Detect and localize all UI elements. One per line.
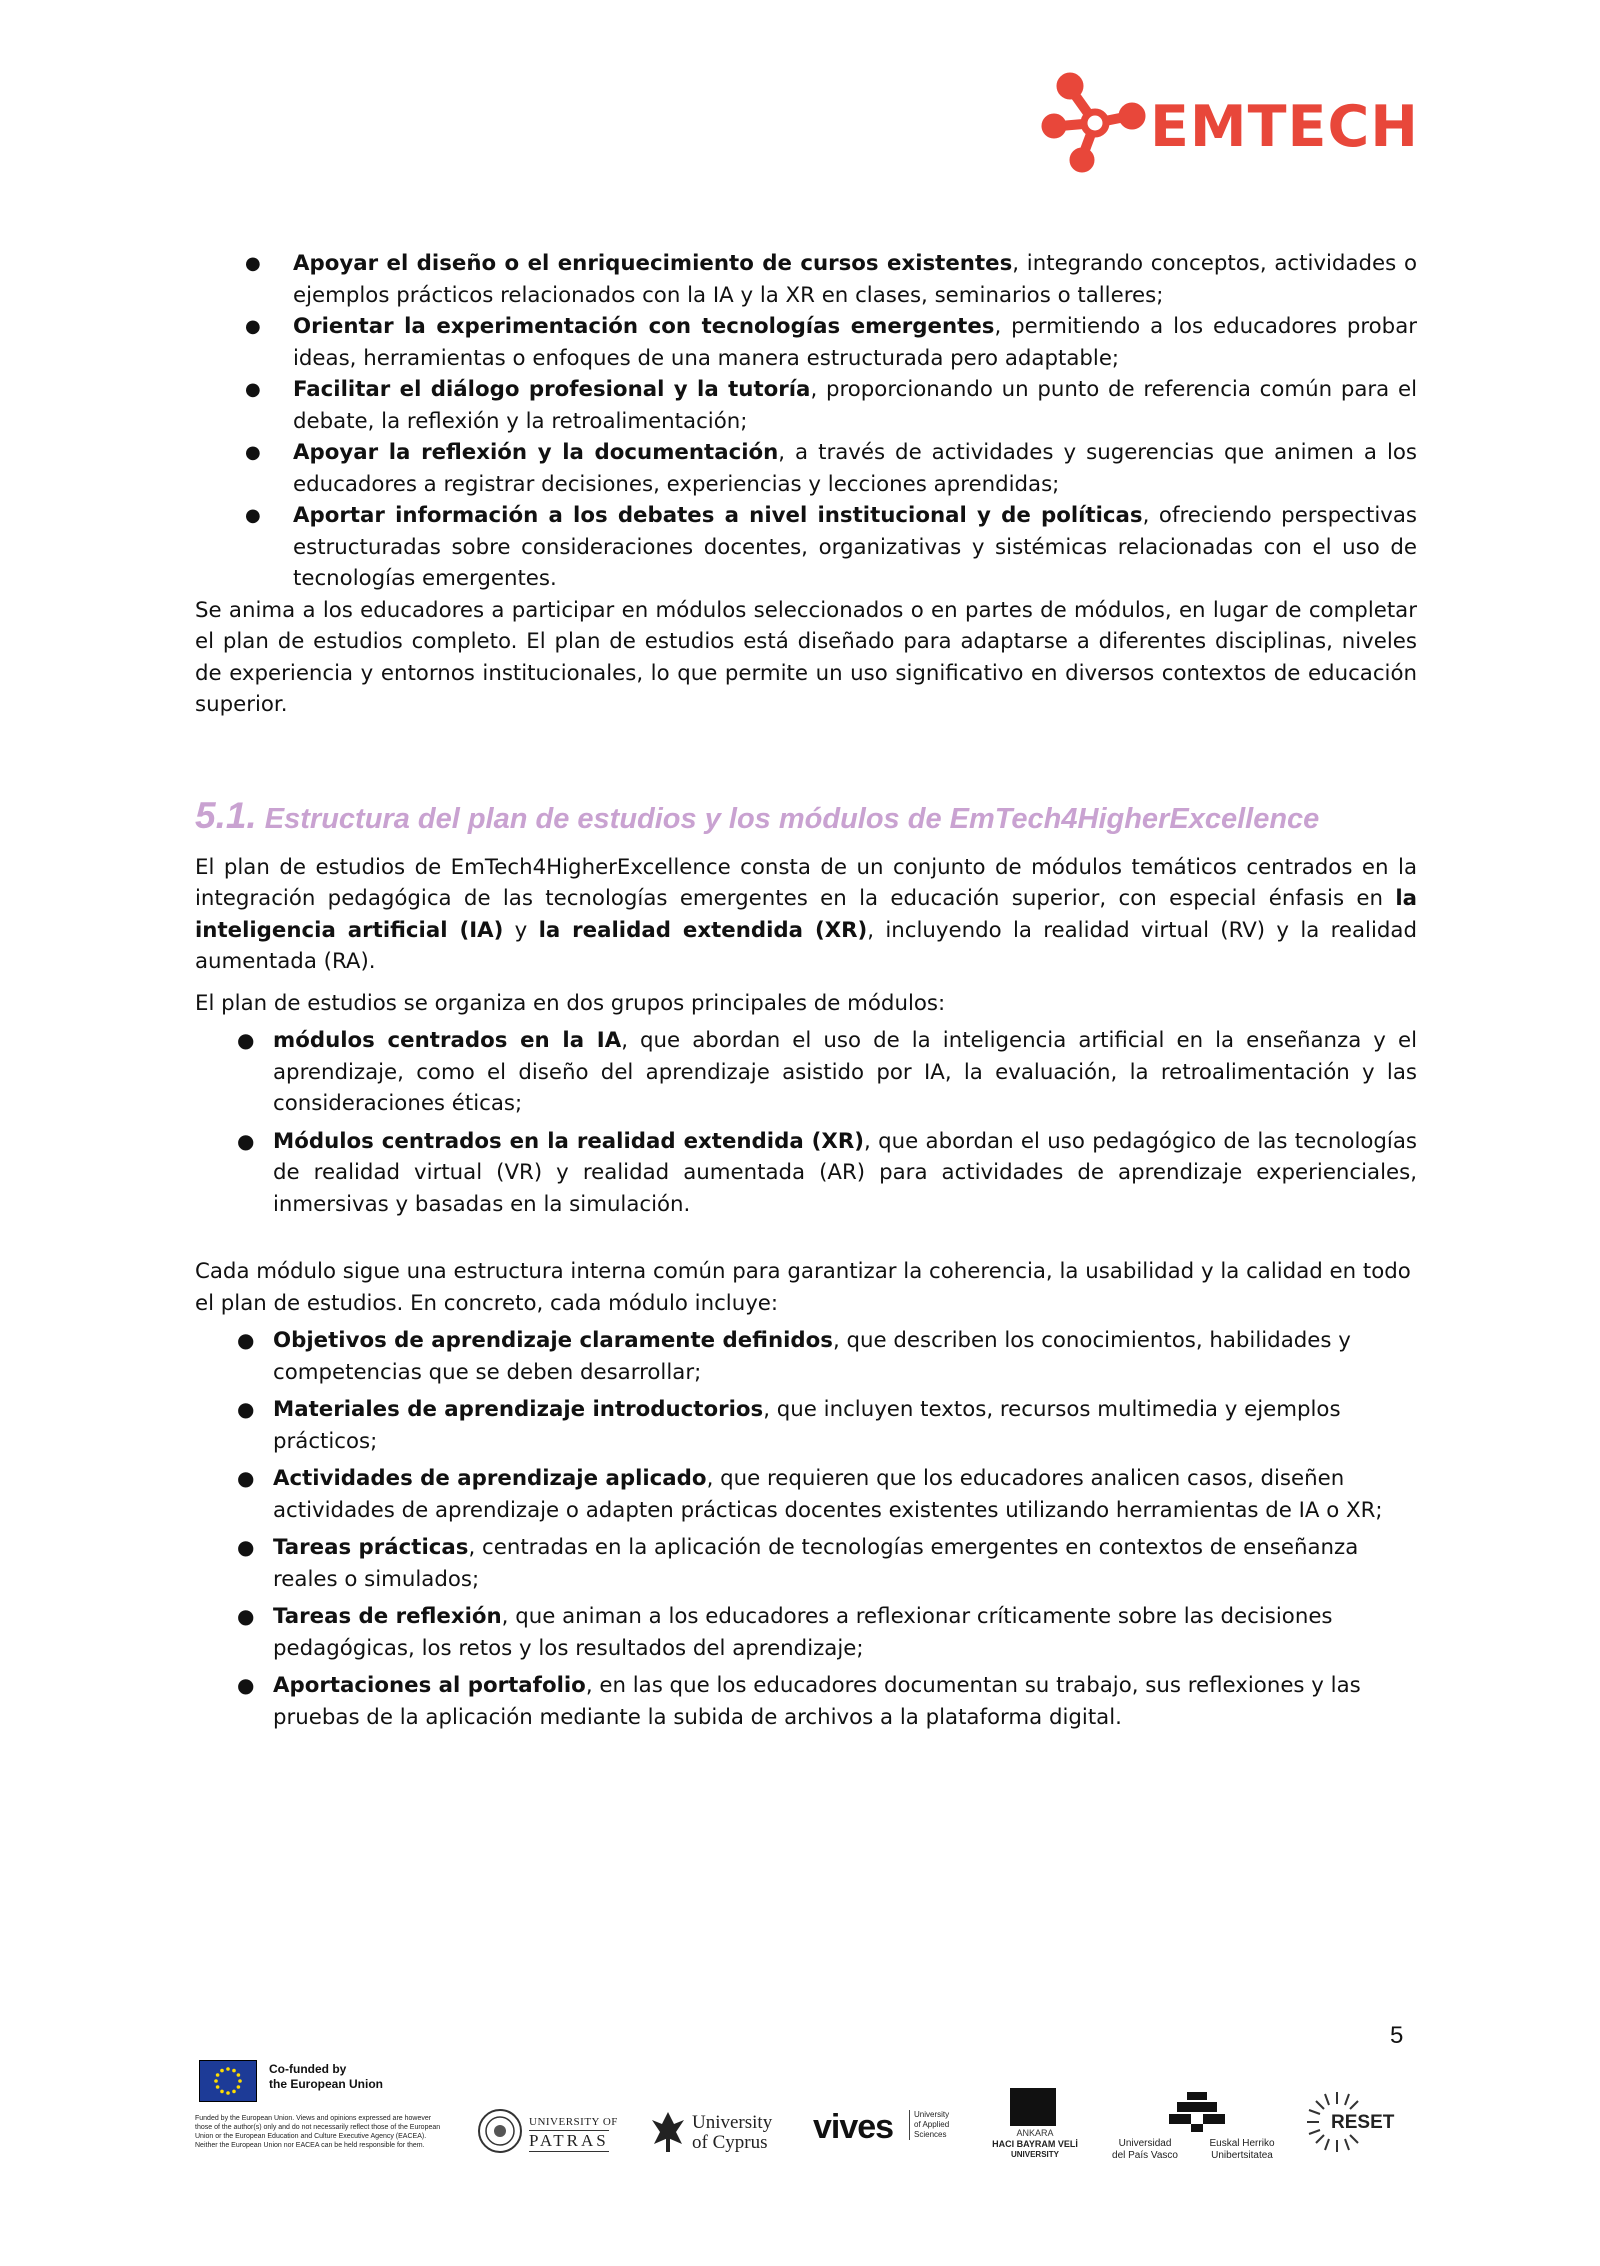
list-item	[195, 311, 1417, 374]
list-item-bold: Aportar información a los debates a nivel institucional y de políticas	[293, 503, 1143, 528]
vives-sub-1: University	[914, 2110, 950, 2119]
list-item	[195, 248, 1417, 311]
list-item-text: , que abordan el uso pedagógico de las tecnologías de realidad virtual (VR) y realidad aumentada (AR) para actividades de aprendizaje experienciales, inmersivas y basadas en la simulación.	[273, 1128, 1417, 1217]
bullet-icon: ●	[237, 1673, 255, 1697]
list-item-text: , proporcionando un punto de referencia común para el debate, la reflexión y la retroalimentación;	[293, 377, 1417, 434]
bullet-icon: ●	[245, 379, 261, 400]
cyprus-line-1: University	[692, 2112, 773, 2133]
bullet-icon: ●	[237, 1128, 255, 1153]
list-item-bold: Apoyar la reflexión y la documentación	[293, 440, 779, 465]
list-item-bold: Módulos centrados en la realidad extendida (XR)	[273, 1128, 864, 1154]
bullet-icon: ●	[245, 505, 261, 526]
partner-logo-cyprus	[650, 2110, 790, 2160]
list-item-text: , en las que los educadores documentan su trabajo, sus reflexiones y las pruebas de la aplicación mediante la subida de archivos a la plataforma digital.	[273, 1673, 1361, 1730]
list-item-bold: módulos centrados en la IA	[273, 1028, 622, 1053]
section-number: 5.1.	[195, 794, 257, 836]
intro-bullet-list	[195, 248, 1417, 595]
paragraph-groups-intro: El plan de estudios se organiza en dos grupos principales de módulos:	[195, 990, 946, 1016]
upv-line-4: Unibertsitatea	[1211, 2150, 1273, 2161]
list-item	[195, 1670, 1417, 1733]
vives-wordmark: vives	[813, 2108, 894, 2146]
vives-subtitle	[909, 2110, 949, 2140]
list-item-bold: Tareas de reflexión	[273, 1604, 502, 1629]
list-item-text: , permitiendo a los educadores probar ideas, herramientas o enfoques de una manera estructurada pero adaptable;	[293, 314, 1417, 371]
bold-run: la realidad extendida (XR)	[538, 917, 868, 943]
bullet-icon: ●	[245, 316, 261, 337]
patras-line-1: UNIVERSITY OF	[529, 2116, 618, 2128]
list-item-bold: Facilitar el diálogo profesional y la tutoría	[293, 377, 811, 402]
vives-sub-2: of Applied	[914, 2120, 950, 2129]
eu-flag-icon	[199, 2060, 257, 2102]
page-number: 5	[1390, 2022, 1404, 2049]
list-item	[195, 1463, 1417, 1526]
list-item-text: , que requieren que los educadores analicen casos, diseñen actividades de aprendizaje o adapten prácticas docentes existentes utilizando herramientas de IA o XR;	[273, 1466, 1383, 1523]
eu-stars-icon	[200, 2061, 256, 2101]
bullet-icon: ●	[237, 1028, 255, 1052]
brand-name: EMTECH	[1150, 94, 1420, 160]
text-run: El plan de estudios de EmTech4HigherExcellence consta de un conjunto de módulos temáticos centrados en la integración pedagógica de las tecnologías emergentes en la educación superior, con especial énfasis en	[195, 854, 1417, 911]
eu-cofunded-label	[269, 2062, 383, 2092]
footer	[195, 2060, 1425, 2180]
list-item	[195, 1126, 1417, 1221]
list-item-text: , que animan a los educadores a reflexionar críticamente sobre las decisiones pedagógicas, los retos y los resultados del aprendizaje;	[273, 1604, 1333, 1661]
cyprus-line-2: of Cyprus	[692, 2132, 768, 2153]
molecule-icon	[1040, 68, 1150, 178]
list-item	[195, 374, 1417, 437]
text-run: , incluyendo la realidad virtual (RV) y la realidad aumentada (RA).	[195, 917, 1417, 974]
partner-logo-patras	[477, 2108, 627, 2158]
upv-eu-label	[1199, 2138, 1285, 2162]
list-item	[195, 1601, 1417, 1664]
list-item	[195, 1394, 1417, 1457]
list-item-text: , integrando conceptos, actividades o ejemplos prácticos relacionados con la IA y la XR en clases, seminarios o talleres;	[293, 251, 1418, 308]
bullet-icon: ●	[237, 1397, 255, 1421]
list-item-bold: Actividades de aprendizaje aplicado	[273, 1466, 707, 1491]
section-heading	[195, 794, 1417, 838]
patras-seal-icon	[477, 2108, 523, 2154]
eu-line-1: Co-funded by	[269, 2062, 347, 2076]
patras-line-2: PATRAS	[529, 2131, 609, 2150]
module-components-list	[195, 1325, 1417, 1733]
cyprus-emblem-icon	[650, 2110, 686, 2154]
ankara-line-2: HACI BAYRAM VELİ	[992, 2139, 1078, 2149]
intro-paragraph: Se anima a los educadores a participar en módulos seleccionados o en partes de módulos, en lugar de completar el plan de estudios completo. El plan de estudios está diseñado para adaptarse a diferentes disciplinas, niveles de experiencia y entornos institucionales, lo que permite un uso significativo en diversos contextos de educación superior.	[195, 597, 1417, 717]
list-item-text: , que describen los conocimientos, habilidades y competencias que se deben desarrollar;	[273, 1328, 1351, 1385]
reset-wordmark: RESET	[1331, 2112, 1395, 2133]
list-item-text: , que incluyen textos, recursos multimedia y ejemplos prácticos;	[273, 1397, 1341, 1454]
list-item-text: , ofreciendo perspectivas estructuradas sobre consideraciones docentes, organizativas y sistémicas relacionadas con el uso de tecnologías emergentes.	[293, 503, 1417, 591]
upv-es-label	[1105, 2138, 1185, 2162]
text-run: y	[503, 917, 539, 943]
paragraph-curriculum	[195, 852, 1417, 978]
list-item	[195, 1325, 1417, 1388]
partner-logo-ankara	[980, 2088, 1090, 2168]
list-item	[195, 437, 1417, 500]
bullet-icon: ●	[237, 1535, 255, 1559]
emtech-logo	[1040, 68, 1420, 178]
list-item-text: , a través de actividades y sugerencias que animen a los educadores a registrar decisiones, experiencias y lecciones aprendidas;	[293, 440, 1417, 497]
module-groups-list	[195, 1025, 1417, 1220]
list-item-text: , centradas en la aplicación de tecnologías emergentes en contextos de enseñanza reales o simulados;	[273, 1535, 1359, 1592]
list-item	[195, 500, 1417, 595]
section-title: Estructura del plan de estudios y los módulos de EmTech4HigherExcellence	[264, 802, 1320, 835]
bullet-icon: ●	[245, 442, 261, 463]
document-body	[195, 248, 1417, 1739]
list-item-bold: Aportaciones al portafolio	[273, 1673, 586, 1698]
ankara-line-3: UNIVERSITY	[1010, 2150, 1059, 2159]
list-item-bold: Objetivos de aprendizaje claramente definidos	[273, 1328, 833, 1353]
paragraph-module-structure: Cada módulo sigue una estructura interna común para garantizar la coherencia, la usabilidad y la calidad en todo el plan de estudios. En concreto, cada módulo incluye:	[195, 1259, 1411, 1316]
list-item-text: , que abordan el uso de la inteligencia artificial en la enseñanza y el aprendizaje, como el diseño del aprendizaje asistido por IA, la evaluación, la retroalimentación y las consideraciones éticas;	[273, 1028, 1417, 1116]
bullet-icon: ●	[237, 1466, 255, 1490]
ankara-mark-icon	[1010, 2088, 1056, 2126]
bullet-icon: ●	[237, 1604, 255, 1628]
eu-line-2: the European Union	[269, 2077, 383, 2091]
upv-line-2: del País Vasco	[1112, 2150, 1178, 2161]
list-item	[195, 1025, 1417, 1120]
partner-logo-vives	[813, 2102, 953, 2152]
upv-ehu-emblem-icon	[1167, 2090, 1227, 2134]
list-item-bold: Orientar la experimentación con tecnologías emergentes	[293, 314, 995, 339]
bold-run: la inteligencia artificial (IA)	[195, 886, 1417, 943]
bullet-icon: ●	[237, 1328, 255, 1352]
list-item-bold: Tareas prácticas	[273, 1535, 469, 1560]
bullet-icon: ●	[245, 253, 261, 274]
partner-logo-reset	[1305, 2090, 1425, 2154]
eu-disclaimer: Funded by the European Union. Views and opinions expressed are however those of the author(s) only and do not necessarily reflect those of the European Union or the European Education and Culture Executive Agency (EACEA). Neither the European Union nor EACEA can be held responsible for them.	[195, 2115, 441, 2149]
upv-line-3: Euskal Herriko	[1209, 2138, 1275, 2149]
list-item-bold: Materiales de aprendizaje introductorios	[273, 1397, 764, 1422]
upv-line-1: Universidad	[1118, 2138, 1172, 2149]
list-item	[195, 1532, 1417, 1595]
list-item-bold: Apoyar el diseño o el enriquecimiento de cursos existentes	[293, 251, 1013, 276]
ankara-line-1: ANKARA	[1016, 2128, 1054, 2138]
vives-sub-3: Sciences	[914, 2130, 947, 2139]
partner-logo-upv-ehu	[1103, 2090, 1293, 2170]
